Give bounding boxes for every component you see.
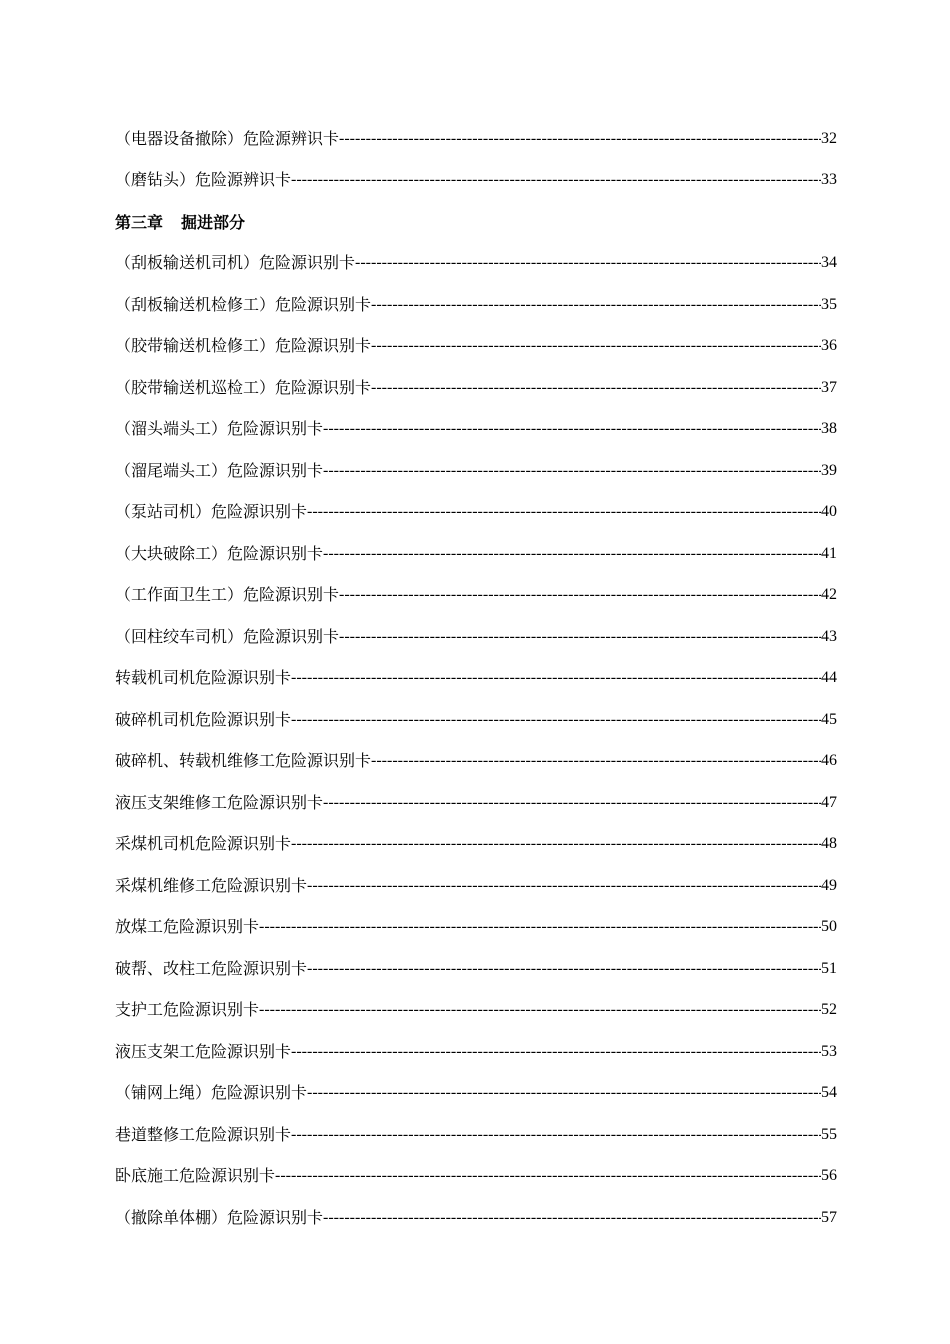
toc-entry[interactable] bbox=[115, 824, 837, 866]
toc-entry-title: （泵站司机）危险源识别卡 bbox=[115, 502, 308, 522]
toc-entry[interactable] bbox=[115, 367, 837, 409]
toc-page-number: 39 bbox=[821, 461, 837, 479]
chapter-number: 第三章 bbox=[115, 213, 164, 233]
toc-page-number: 43 bbox=[821, 627, 837, 645]
toc-page-number: 53 bbox=[821, 1042, 837, 1060]
toc-leader-dots bbox=[323, 420, 821, 438]
toc-entry-title: （铺网上绳）危险源识别卡 bbox=[115, 1083, 308, 1103]
toc-entry-title: 采煤机维修工危险源识别卡 bbox=[115, 875, 308, 895]
toc-entry-title: 破碎机司机危险源识别卡 bbox=[115, 709, 292, 729]
toc-entry[interactable] bbox=[115, 1114, 837, 1156]
toc-leader-dots bbox=[307, 1084, 821, 1102]
toc-page-number: 38 bbox=[821, 420, 837, 438]
toc-entry-title: （磨钻头）危险源辨识卡 bbox=[115, 170, 292, 190]
toc-page-number: 57 bbox=[821, 1208, 837, 1226]
toc-leader-dots bbox=[307, 877, 821, 895]
toc-entry-list bbox=[115, 243, 837, 1239]
toc-leader-dots bbox=[339, 586, 821, 604]
toc-page-number: 33 bbox=[821, 171, 837, 189]
toc-entry[interactable] bbox=[115, 616, 837, 658]
toc-page-number: 34 bbox=[821, 254, 837, 272]
toc-entry[interactable] bbox=[115, 1197, 837, 1239]
toc-page-number: 52 bbox=[821, 1001, 837, 1019]
toc-entry-title: （工作面卫生工）危险源识别卡 bbox=[115, 585, 340, 605]
toc-leader-dots bbox=[291, 711, 821, 729]
toc-entry-title: 转载机司机危险源识别卡 bbox=[115, 668, 292, 688]
toc-entry[interactable] bbox=[115, 948, 837, 990]
toc-entry[interactable] bbox=[115, 326, 837, 368]
toc-leader-dots bbox=[371, 752, 821, 770]
toc-entry[interactable] bbox=[115, 243, 837, 285]
toc-leader-dots bbox=[323, 545, 821, 563]
toc-entry-title: （刮板输送机司机）危险源识别卡 bbox=[115, 253, 356, 273]
toc-entry[interactable] bbox=[115, 118, 837, 160]
chapter-name: 掘进部分 bbox=[181, 213, 246, 233]
toc-page-number: 51 bbox=[821, 959, 837, 977]
toc-page-number: 41 bbox=[821, 544, 837, 562]
toc-page-number: 54 bbox=[821, 1084, 837, 1102]
toc-entry[interactable] bbox=[115, 409, 837, 451]
toc-page-number: 45 bbox=[821, 710, 837, 728]
toc-page-number: 40 bbox=[821, 503, 837, 521]
toc-leader-dots bbox=[323, 462, 821, 480]
toc-page-number: 50 bbox=[821, 918, 837, 936]
toc-page-number: 56 bbox=[821, 1167, 837, 1185]
toc-entry-title: 支护工危险源识别卡 bbox=[115, 1000, 260, 1020]
toc-entry[interactable] bbox=[115, 1073, 837, 1115]
toc-entry[interactable] bbox=[115, 533, 837, 575]
toc-leader-dots bbox=[275, 1167, 821, 1185]
toc-entry[interactable] bbox=[115, 782, 837, 824]
toc-leader-dots bbox=[307, 960, 821, 978]
toc-entry-title: 液压支架维修工危险源识别卡 bbox=[115, 792, 324, 812]
toc-leader-dots bbox=[371, 337, 821, 355]
toc-leader-dots bbox=[291, 835, 821, 853]
toc-entry[interactable] bbox=[115, 741, 837, 783]
toc-entry[interactable] bbox=[115, 1156, 837, 1198]
toc-page-number: 49 bbox=[821, 876, 837, 894]
toc-leader-dots bbox=[291, 1043, 821, 1061]
toc-page-number: 47 bbox=[821, 793, 837, 811]
toc-entry-title: 破碎机、转载机维修工危险源识别卡 bbox=[115, 751, 372, 771]
toc-entry-title: （大块破除工）危险源识别卡 bbox=[115, 543, 324, 563]
toc-entry-title: 破帮、改柱工危险源识别卡 bbox=[115, 958, 308, 978]
toc-entry[interactable] bbox=[115, 1031, 837, 1073]
toc-page-number: 44 bbox=[821, 669, 837, 687]
toc-page-number: 42 bbox=[821, 586, 837, 604]
toc-entry-title: 巷道整修工危险源识别卡 bbox=[115, 1124, 292, 1144]
toc-entry-title: （电器设备撤除）危险源辨识卡 bbox=[115, 128, 340, 148]
toc-leader-dots bbox=[291, 669, 821, 687]
toc-leader-dots bbox=[371, 296, 821, 314]
toc-entry-title: （胶带输送机检修工）危险源识别卡 bbox=[115, 336, 372, 356]
toc-entry-title: 采煤机司机危险源识别卡 bbox=[115, 834, 292, 854]
toc-entry[interactable] bbox=[115, 699, 837, 741]
toc-entry-title: （胶带输送机巡检工）危险源识别卡 bbox=[115, 377, 372, 397]
toc-entry-title: （溜头端头工）危险源识别卡 bbox=[115, 419, 324, 439]
toc-entry-title: （溜尾端头工）危险源识别卡 bbox=[115, 460, 324, 480]
toc-leader-dots bbox=[291, 171, 821, 189]
toc-entry[interactable] bbox=[115, 450, 837, 492]
toc-page-number: 46 bbox=[821, 752, 837, 770]
toc-entry-title: （撤除单体棚）危险源识别卡 bbox=[115, 1207, 324, 1227]
toc-entry-title: （回柱绞车司机）危险源识别卡 bbox=[115, 626, 340, 646]
toc-entry[interactable] bbox=[115, 575, 837, 617]
toc-entry[interactable] bbox=[115, 284, 837, 326]
toc-page-number: 37 bbox=[821, 378, 837, 396]
toc-page-number: 32 bbox=[821, 129, 837, 147]
toc-entry-title: （刮板输送机检修工）危险源识别卡 bbox=[115, 294, 372, 314]
toc-leader-dots bbox=[339, 130, 821, 148]
toc-leader-dots bbox=[291, 1126, 821, 1144]
toc-entry[interactable] bbox=[115, 160, 837, 202]
toc-leader-dots bbox=[259, 1001, 821, 1019]
toc-page-number: 36 bbox=[821, 337, 837, 355]
toc-page-number: 35 bbox=[821, 295, 837, 313]
table-of-contents bbox=[115, 118, 837, 1239]
toc-entry[interactable] bbox=[115, 990, 837, 1032]
toc-leader-dots bbox=[307, 503, 821, 521]
toc-leader-dots bbox=[339, 628, 821, 646]
toc-page-number: 48 bbox=[821, 835, 837, 853]
toc-leader-dots bbox=[371, 379, 821, 397]
toc-leader-dots bbox=[323, 794, 821, 812]
toc-page-number: 55 bbox=[821, 1125, 837, 1143]
toc-entry-title: 卧底施工危险源识别卡 bbox=[115, 1166, 276, 1186]
toc-leader-dots bbox=[323, 1209, 821, 1227]
toc-entry[interactable] bbox=[115, 865, 837, 907]
toc-entry[interactable] bbox=[115, 492, 837, 534]
toc-leader-dots bbox=[355, 254, 821, 272]
toc-entry-title: 液压支架工危险源识别卡 bbox=[115, 1041, 292, 1061]
toc-entry[interactable] bbox=[115, 907, 837, 949]
toc-leader-dots bbox=[259, 918, 821, 936]
toc-entry[interactable] bbox=[115, 658, 837, 700]
chapter-heading[interactable] bbox=[115, 201, 837, 243]
toc-entry-title: 放煤工危险源识别卡 bbox=[115, 917, 260, 937]
